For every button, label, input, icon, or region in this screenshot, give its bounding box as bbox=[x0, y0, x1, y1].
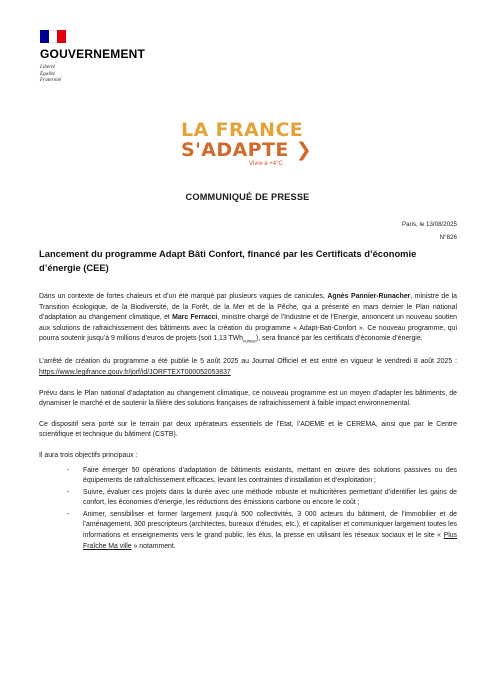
minister-name-2: Marc Ferracci bbox=[172, 314, 218, 322]
minister-name-1: Agnès Pannier-Runacher bbox=[327, 293, 411, 300]
logo-line-1: LA FRANCE bbox=[181, 119, 304, 141]
government-motto: Liberté Égalité Fraternité bbox=[40, 64, 62, 84]
logo-line-2: S'ADAPTE bbox=[181, 139, 289, 161]
objectives-intro: Il aura trois objectifs principaux : bbox=[39, 451, 138, 459]
french-flag-icon bbox=[40, 30, 66, 43]
document-meta bbox=[402, 218, 457, 244]
list-item: - Faire émerger 50 opérations d’adaptation de bâtiments existants, mettant en œuvre des solutions passives ou des équipements de rafraîchissement efficaces, levant les contraintes d’installation et d’exploitation ; bbox=[67, 466, 457, 485]
la-france-s-adapte-logo bbox=[181, 120, 321, 167]
legifrance-link[interactable]: https://www.legifrance.gouv.fr/jorf/id/JORFTEXT000052053837 bbox=[39, 368, 231, 376]
paragraph-intro: Dans un contexte de fortes chaleurs et d’un été marqué par plusieurs vagues de canicules, Agnès Pannier-Runacher, ministre de la Transition écologique, de la Biodiversité, de la Forêt, de la Mer et de la Pêche, qui a présenté en mars dernier le Plan national d’adaptation au changement climatique, et Marc Ferracci, ministre chargé de l’Industrie et de l’Energie, annoncent un nouveau soutien aux solutions de rafraichissement des bâtiments avec la création du programme « Adapt-Bati-Confort ». Ce nouveau programme, qui pourra soutenir jusqu’à 9 millions d’euros de projets (soit 1,13 TWh$_{cumac}$), sera financé par les certificats d’économie d’énergie. bbox=[39, 293, 457, 344]
objectives-list bbox=[39, 466, 457, 553]
logo-tagline: Vivre à +4°C bbox=[249, 161, 283, 167]
list-item: - Animer, sensibiliser et former largement jusqu’à 500 collectivités, 3 000 acteurs du bâtiment, de l’immobilier et de l’aménagement, 300 prescripteurs (architectes, bureaux d’études, etc.), et capitaliser et communiquer largement toutes les informations et enseignements vers le grand public, les élus, la presse en utilisant les réseaux sociaux et le site « Plus Fraîche Ma ville » notamment. bbox=[67, 510, 457, 550]
paragraph-decree: L’arrêté de création du programme a été publié le 5 août 2025 au Journal Officiel et est entré en vigueur le vendredi 8 août 2025 : https://www.legifrance.gouv.fr/jorf/id/JORFTEXT000052053837 bbox=[39, 358, 457, 376]
headline: Lancement du programme Adapt Bâti Confort, financé par les Certificats d’économie d’énergie (CEE) bbox=[39, 248, 417, 273]
paragraph-operators: Ce dispositif sera porté sur le terrain par deux opérateurs essentiels de l’Etat, l’ADEME et le CEREMA, ainsi que par le Centre scientifique et technique du bâtiment (CSTB). bbox=[39, 420, 457, 439]
government-title: GOUVERNEMENT bbox=[40, 47, 146, 61]
document-title: COMMUNIQUÉ DE PRESSE bbox=[185, 192, 310, 202]
paragraph-plan: Prévu dans le Plan national d’adaptation au changement climatique, ce nouveau programme est un moyen d’adapter les bâtiments, de dynamiser le marché et de soutenir la filière des solutions françaises de rafraichissement à faible impact environnemental. bbox=[39, 389, 457, 408]
place-date: Paris, le 13/08/2025 bbox=[401, 221, 457, 228]
list-item: - Suivre, évaluer ces projets dans la durée avec une méthode robuste et multicritères permettant d’identifier les gains de confort, les économies d’énergie, les réductions des émissions carbone ou encore le coût ; bbox=[67, 488, 457, 507]
body-text bbox=[39, 292, 457, 553]
release-number: N°826 bbox=[439, 234, 457, 241]
plus-fraiche-ma-ville-link[interactable]: Plus Fraîche Ma ville bbox=[83, 532, 457, 550]
government-block bbox=[40, 30, 145, 84]
chevron-right-icon: ❯ bbox=[295, 139, 313, 161]
